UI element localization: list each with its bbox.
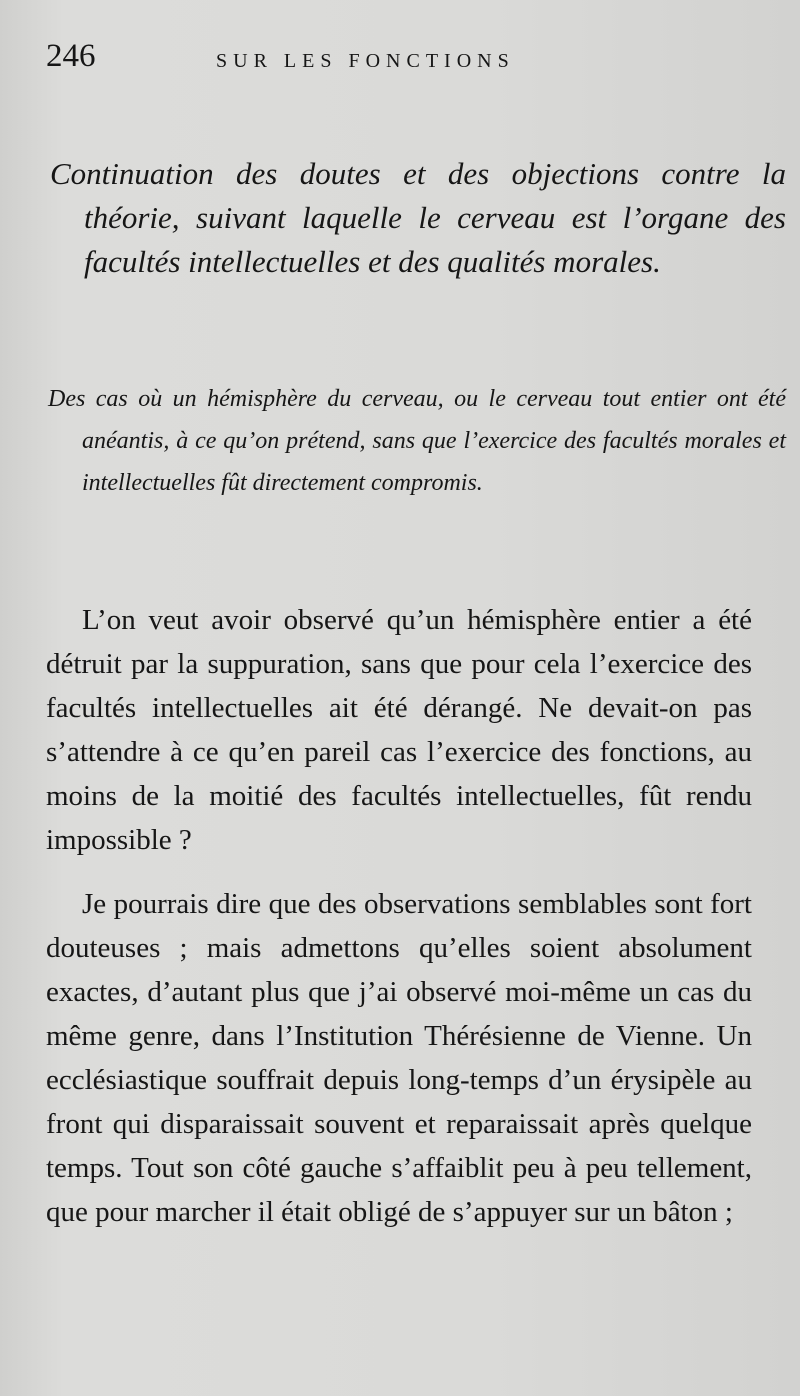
running-head: SUR LES FONCTIONS bbox=[216, 50, 515, 72]
page-header bbox=[46, 38, 758, 78]
paragraph: Je pourrais dire que des observations semblables sont fort douteuses ; mais admettons qu’elles soient absolument exactes, d’autant plus que j’ai observé moi-même un cas du même genre, dans l’Institution Thérésienne de Vienne. Un ecclésiastique souffrait depuis long-temps d’un érysipèle au front qui disparaissait souvent et reparaissait après quelque temps. Tout son côté gauche s’affaiblit peu à peu tellement, que pour marcher il était obligé de s’appuyer sur un bâton ; bbox=[46, 888, 752, 1228]
body-text bbox=[46, 598, 752, 1234]
page-number: 246 bbox=[46, 38, 96, 74]
paragraph: L’on veut avoir observé qu’un hémisphère entier a été détruit par la suppuration, sans que pour cela l’exercice des facultés intellectuelles ait été dérangé. Ne devait-on pas s’attendre à ce qu’en pareil cas l’exercice des fonctions, au moins de la moitié des facultés intellectuelles, fût rendu impossible ? bbox=[46, 604, 752, 856]
section-subtitle: Des cas où un hémisphère du cerveau, ou le cerveau tout entier ont été anéantis, à ce qu’on prétend, sans que l’exercice des facultés morales et intellectuelles fût directement compromis. bbox=[48, 386, 786, 496]
section-title: Continuation des doutes et des objections contre la théorie, suivant laquelle le cerveau est l’organe des facultés intellectuelles et des qualités morales. bbox=[50, 156, 786, 279]
